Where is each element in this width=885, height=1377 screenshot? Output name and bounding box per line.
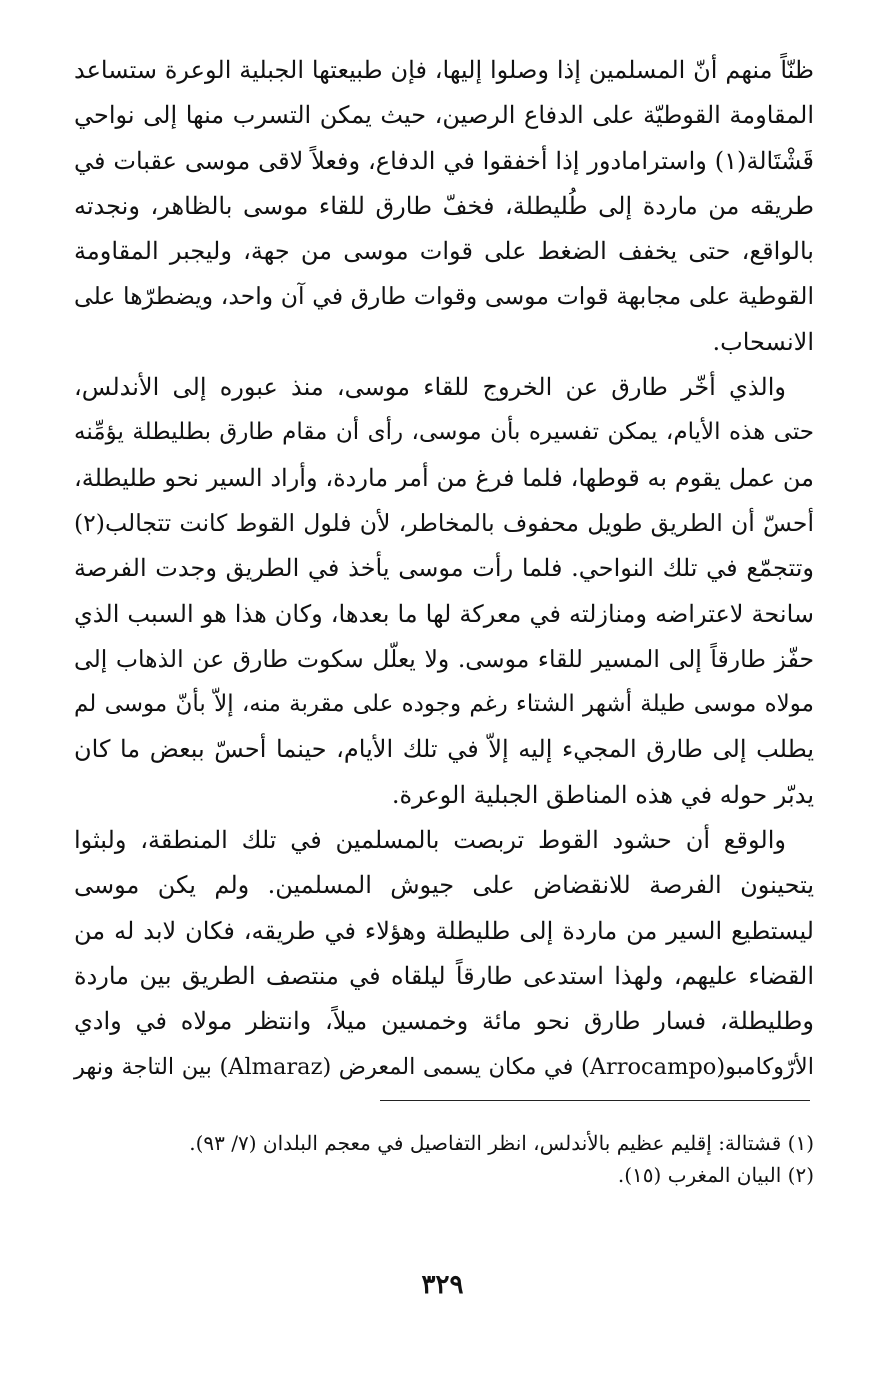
text-line: مولاه موسى طيلة أشهر الشتاء رغم وجوده على مقربة منه، إلاّ بأنّ موسى لم bbox=[74, 691, 814, 718]
text-line: يدبّر حوله في هذه المناطق الجبلية الوعرة. bbox=[391, 780, 814, 809]
text-line: أحسّ أن الطريق طويل محفوف بالمخاطر، لأن فلول القوط كانت تتجالب(٢) bbox=[74, 508, 814, 537]
text-line: وتتجمّع في تلك النواحي. فلما رأت موسى يأخذ في الطريق وجدت الفرصة bbox=[74, 554, 814, 583]
text-line: الانسحاب. bbox=[712, 327, 814, 356]
text-line: يتحينون الفرصة للانقضاض على جيوش المسلمين. ولم يكن موسى bbox=[74, 871, 814, 900]
text-line: بالواقع، حتى يخفف الضغط على قوات موسى من جهة، وليجبر المقاومة bbox=[74, 237, 814, 266]
text-line: الأرّوكامبو(Arrocampo) في مكان يسمى المعرض (Almaraz) بين التاجة ونهر bbox=[74, 1053, 814, 1080]
text-line: سانحة لاعتراضه ومنازلته في معركة لها ما بعدها، وكان هذا هو السبب الذي bbox=[74, 599, 814, 628]
text-line: المقاومة القوطيّة على الدفاع الرصين، حيث يمكن التسرب منها إلى نواحي bbox=[74, 101, 814, 130]
text-line: حفّز طارقاً إلى المسير للقاء موسى. ولا يعلّل سكوت طارق عن الذهاب إلى bbox=[74, 644, 814, 673]
footnote: (١) قشتالة: إقليم عظيم بالأندلس، انظر التفاصيل في معجم البلدان (٧/ ٩٣). bbox=[189, 1131, 814, 1155]
text-line: ظنّاً منهم أنّ المسلمين إذا وصلوا إليها، فإن طبيعتها الجبلية الوعرة ستساعد bbox=[74, 56, 814, 84]
text-line: والذي أخّر طارق عن الخروج للقاء موسى، منذ عبوره إلى الأندلس، bbox=[74, 373, 786, 402]
text-line: ليستطيع السير من ماردة إلى طليطلة وهؤلاء في طريقه، فكان لابد له من bbox=[74, 916, 814, 945]
text-line: القضاء عليهم، ولهذا استدعى طارقاً ليلقاه في منتصف الطريق بين ماردة bbox=[74, 961, 814, 990]
text-line: طريقه من ماردة إلى طُليطلة، فخفّ طارق للقاء موسى بالظاهر، ونجدته bbox=[74, 191, 814, 220]
text-line: يطلب إلى طارق المجيء إليه إلاّ في تلك الأيام، حينما أحسّ ببعض ما كان bbox=[74, 735, 814, 764]
body-text bbox=[74, 48, 814, 1090]
text-line: حتى هذه الأيام، يمكن تفسيره بأن موسى، رأى أن مقام طارق بطليطلة يؤمِّنه bbox=[74, 419, 814, 446]
footnotes bbox=[74, 1127, 814, 1191]
page-number: ٣٢٩ bbox=[421, 1270, 464, 1300]
footnote-divider bbox=[380, 1100, 810, 1101]
text-line: القوطية على مجابهة قوات موسى وقوات طارق في آن واحد، ويضطرّها على bbox=[74, 282, 814, 311]
text-line: والوقع أن حشود القوط تربصت بالمسلمين في تلك المنطقة، ولبثوا bbox=[74, 826, 786, 855]
text-line: من عمل يقوم به قوطها، فلما فرغ من أمر ماردة، وأراد السير نحو طليطلة، bbox=[74, 463, 814, 492]
text-line: وطليطلة، فسار طارق نحو مائة وخمسين ميلاً، وانتظر مولاه في وادي bbox=[74, 1007, 814, 1036]
footnote: (٢) البيان المغرب (١٥). bbox=[617, 1163, 814, 1187]
text-line: قَشْتَالة(١) واسترامادور إذا أخفقوا في الدفاع، وفعلاً لاقى موسى عقبات في bbox=[74, 146, 814, 175]
